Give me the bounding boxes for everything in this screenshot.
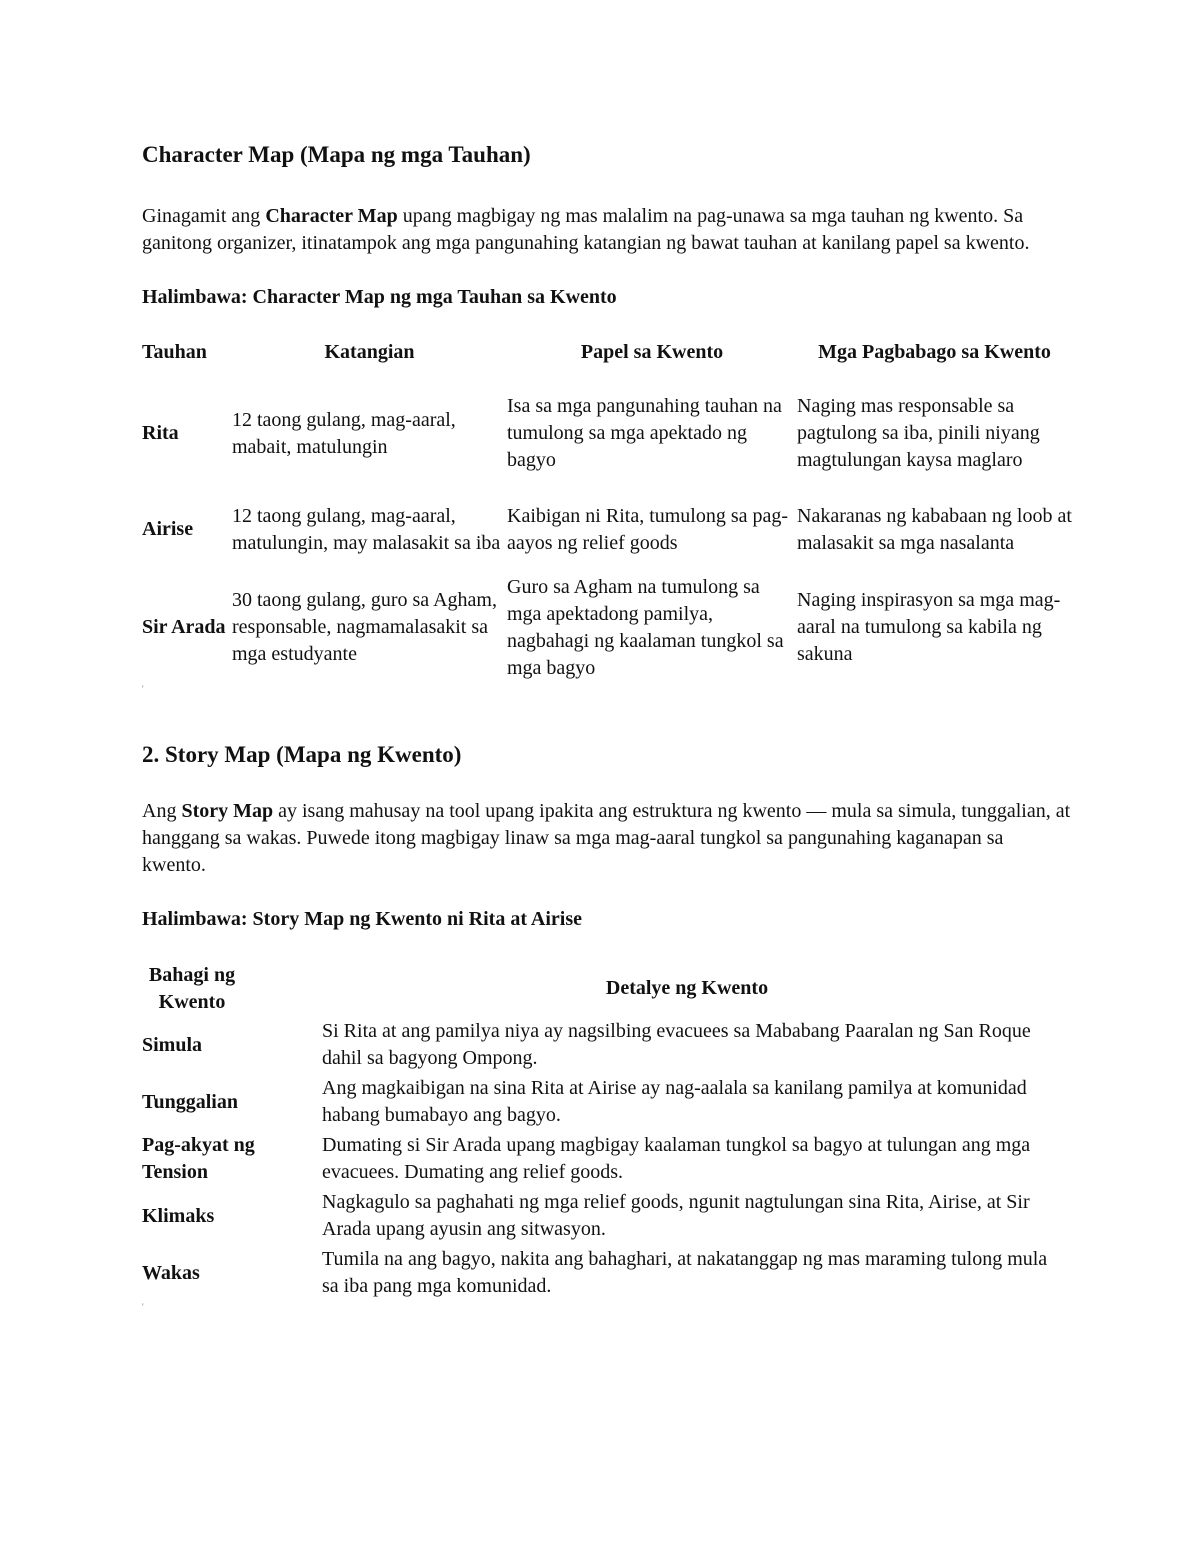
- character-name: Rita: [142, 422, 179, 445]
- story-part: Pag-akyat ng Tension: [142, 1134, 255, 1184]
- document-page: [142, 140, 1072, 1312]
- story-detail: Dumating si Sir Arada upang magbigay kaalaman tungkol sa bagyo at tulungan ang mga evacuees. Dumating ang relief goods.: [322, 1134, 1031, 1184]
- table-row: [142, 1131, 1052, 1188]
- intro-text: upang magbigay ng mas malalim na pag-unawa sa mga tauhan ng kwento. Sa ganitong organizer, itinatampok ang mga pangunahing katangian ng bawat tauhan at kanilang papel sa kwento.: [142, 204, 1030, 254]
- story-detail: Tumila na ang bagyo, nakita ang bahaghari, at nakatanggap ng mas maraming tulong mula sa iba pang mga komunidad.: [322, 1248, 1048, 1298]
- section-2-intro: [142, 798, 1072, 879]
- story-detail: Si Rita at ang pamilya niya ay nagsilbing evacuees sa Mababang Paaralan ng San Roque dahil sa bagyong Ompong.: [322, 1020, 1031, 1070]
- pagbabago-cell: Naging mas responsable sa pagtulong sa iba, pinili niyang magtulungan kaysa maglaro: [797, 395, 1040, 472]
- table-row: [142, 1188, 1052, 1245]
- table-row: [142, 380, 1072, 488]
- header-cell: Mga Pagbabago sa Kwento: [818, 341, 1051, 364]
- header-cell: Detalye ng Kwento: [605, 977, 769, 1000]
- section-2-title: 2. Story Map (Mapa ng Kwento): [142, 741, 462, 767]
- header-cell: Papel sa Kwento: [580, 341, 724, 364]
- story-part: Klimaks: [142, 1204, 215, 1227]
- header-cell: Tauhan: [142, 341, 207, 364]
- header-cell: Bahagi ng Kwento: [148, 963, 236, 1013]
- intro-text: Ginagamit ang: [142, 204, 266, 227]
- papel-cell: Isa sa mga pangunahing tauhan na tumulong sa mga apektado ng bagyo: [507, 395, 782, 472]
- section-2-example-title: Halimbawa: Story Map ng Kwento ni Rita at Airise: [142, 907, 582, 930]
- table-header-row: [142, 961, 1052, 1017]
- header-cell: Katangian: [324, 341, 415, 364]
- story-map-table: [142, 961, 1052, 1302]
- intro-term: Story Map: [181, 799, 274, 822]
- pagbabago-cell: Naging inspirasyon sa mga mag-aaral na tumulong sa kabila ng sakuna: [797, 589, 1061, 666]
- table-header-row: [142, 326, 1072, 380]
- katangian-cell: 12 taong gulang, mag-aaral, mabait, matulungin: [232, 408, 456, 458]
- character-map-table: [142, 326, 1072, 684]
- story-part: Tunggalian: [142, 1090, 238, 1113]
- papel-cell: Kaibigan ni Rita, tumulong sa pag-aayos ng relief goods: [507, 504, 789, 554]
- section-1-intro: [142, 203, 1072, 257]
- table-row: [142, 1074, 1052, 1131]
- character-name: Airise: [142, 518, 194, 541]
- katangian-cell: 12 taong gulang, mag-aaral, matulungin, may malasakit sa iba: [232, 504, 501, 554]
- table-end-mark: ': [142, 683, 144, 694]
- story-detail: Ang magkaibigan na sina Rita at Airise ay nag-aalala sa kanilang pamilya at komunidad habang bumabayo ang bagyo.: [322, 1077, 1027, 1127]
- intro-text: ay isang mahusay na tool upang ipakita ang estruktura ng kwento — mula sa simula, tunggalian, at hanggang sa wakas. Puwede itong magbigay linaw sa mga mag-aaral tungkol sa pangunahing kaganapan sa kwento.: [142, 799, 1071, 876]
- papel-cell: Guro sa Agham na tumulong sa mga apektadong pamilya, nagbahagi ng kaalaman tungkol sa mga bagyo: [507, 575, 784, 679]
- table-row: [142, 1017, 1052, 1074]
- section-1-title: Character Map (Mapa ng mga Tauhan): [142, 142, 531, 167]
- table-row: [142, 488, 1072, 572]
- intro-term: Character Map: [265, 204, 398, 227]
- character-name: Sir Arada: [142, 616, 226, 639]
- story-part: Wakas: [142, 1261, 200, 1284]
- section-1-example-title: Halimbawa: Character Map ng mga Tauhan sa Kwento: [142, 285, 617, 308]
- story-part: Simula: [142, 1033, 203, 1056]
- story-detail: Nagkagulo sa paghahati ng mga relief goods, ngunit nagtulungan sina Rita, Airise, at Sir Arada upang ayusin ang sitwasyon.: [322, 1191, 1030, 1241]
- table-row: [142, 1245, 1052, 1302]
- pagbabago-cell: Nakaranas ng kababaan ng loob at malasakit sa mga nasalanta: [797, 504, 1072, 554]
- table-end-mark: ': [142, 1301, 144, 1312]
- table-row: [142, 572, 1072, 684]
- intro-text: Ang: [142, 799, 182, 822]
- katangian-cell: 30 taong gulang, guro sa Agham, responsable, nagmamalasakit sa mga estudyante: [232, 589, 497, 666]
